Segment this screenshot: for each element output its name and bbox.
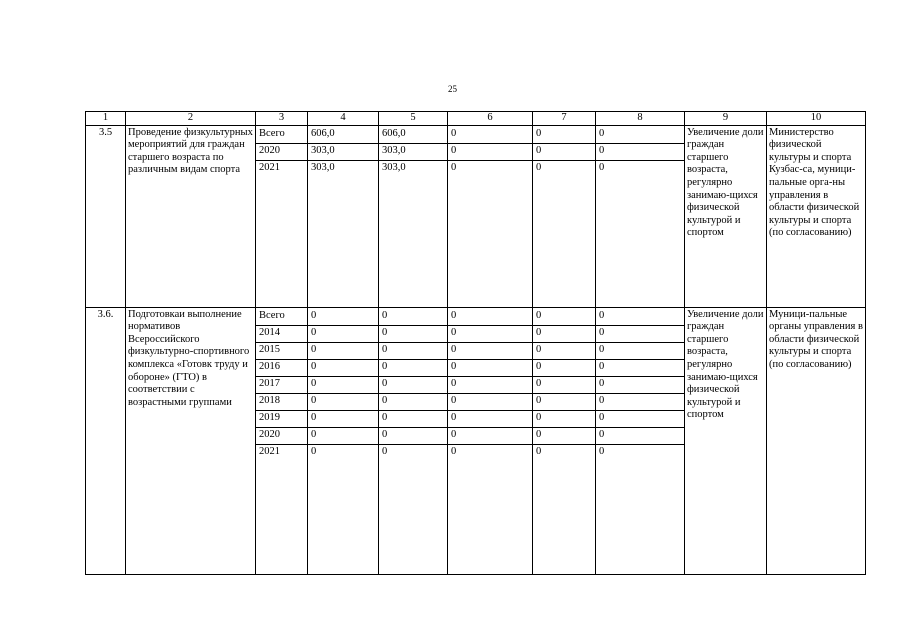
year-value: 2020 bbox=[256, 144, 307, 161]
amount-value: 0 bbox=[448, 127, 532, 144]
col7-cell bbox=[533, 125, 596, 307]
year-value: Всего bbox=[256, 127, 307, 144]
amount-value: 0 bbox=[308, 326, 378, 343]
amount-value: 0 bbox=[596, 360, 684, 377]
row-name: Проведение физкультурных мероприятий для граждан старшего возраста по различным видам спорта bbox=[126, 125, 256, 307]
header-col-9: 9 bbox=[685, 112, 767, 126]
year-value: 2017 bbox=[256, 377, 307, 394]
amount-value: 0 bbox=[536, 445, 542, 457]
year-value: Всего bbox=[256, 309, 307, 326]
amount-value: 0 bbox=[379, 326, 447, 343]
amount-value: 0 bbox=[308, 309, 378, 326]
row-number: 3.5 bbox=[86, 125, 126, 307]
year-value: 2021 bbox=[259, 161, 280, 173]
amount-value: 0 bbox=[596, 411, 684, 428]
year-value: 2021 bbox=[259, 445, 280, 457]
col6-cell bbox=[448, 307, 533, 574]
amount-value: 303,0 bbox=[311, 161, 335, 173]
amount-value: 0 bbox=[533, 377, 595, 394]
col4-cell bbox=[308, 125, 379, 307]
header-col-2: 2 bbox=[126, 112, 256, 126]
amount-value: 0 bbox=[451, 445, 457, 457]
header-col-1: 1 bbox=[86, 112, 126, 126]
amount-value: 0 bbox=[382, 445, 388, 457]
amount-value: 0 bbox=[308, 377, 378, 394]
amount-value: 0 bbox=[596, 343, 684, 360]
col5-cell bbox=[379, 125, 448, 307]
year-value: 2020 bbox=[256, 428, 307, 445]
amount-value: 0 bbox=[308, 394, 378, 411]
year-value: 2018 bbox=[256, 394, 307, 411]
amount-value: 303,0 bbox=[382, 161, 406, 173]
amount-value: 0 bbox=[448, 144, 532, 161]
amount-value: 0 bbox=[533, 428, 595, 445]
amount-value: 0 bbox=[533, 343, 595, 360]
amount-value: 303,0 bbox=[379, 144, 447, 161]
amount-value: 0 bbox=[533, 127, 595, 144]
amount-value: 0 bbox=[308, 360, 378, 377]
row-name: Подготовкаи выполнение нормативов Всероссийского физкультурно-спортивного комплекса «Готовк труду и обороне» (ГТО) в соответствии с возрастными группами bbox=[126, 307, 256, 574]
amount-value: 0 bbox=[379, 309, 447, 326]
amount-value: 0 bbox=[533, 360, 595, 377]
amount-value: 0 bbox=[533, 309, 595, 326]
amount-value: 0 bbox=[448, 411, 532, 428]
amount-value: 0 bbox=[536, 161, 542, 173]
amount-value: 0 bbox=[596, 394, 684, 411]
col4-cell bbox=[308, 307, 379, 574]
table-row bbox=[86, 125, 866, 307]
header-col-3: 3 bbox=[256, 112, 308, 126]
col8-cell bbox=[596, 125, 685, 307]
header-col-6: 6 bbox=[448, 112, 533, 126]
amount-value: 0 bbox=[379, 411, 447, 428]
amount-value: 0 bbox=[311, 445, 317, 457]
header-col-7: 7 bbox=[533, 112, 596, 126]
row-executor: Муници-пальные органы управления в области физической культуры и спорта (по согласованию) bbox=[767, 307, 866, 574]
header-row bbox=[86, 112, 866, 126]
table-row bbox=[86, 307, 866, 574]
amount-value: 0 bbox=[596, 377, 684, 394]
amount-value: 0 bbox=[379, 428, 447, 445]
amount-value: 0 bbox=[533, 326, 595, 343]
amount-value: 0 bbox=[379, 394, 447, 411]
header-col-5: 5 bbox=[379, 112, 448, 126]
col5-cell bbox=[379, 307, 448, 574]
year-value: 2015 bbox=[256, 343, 307, 360]
amount-value: 0 bbox=[379, 360, 447, 377]
amount-value: 0 bbox=[379, 343, 447, 360]
amount-value: 0 bbox=[379, 377, 447, 394]
col6-cell bbox=[448, 125, 533, 307]
program-table bbox=[85, 111, 866, 575]
amount-value: 0 bbox=[596, 326, 684, 343]
amount-value: 0 bbox=[308, 411, 378, 428]
amount-value: 0 bbox=[596, 144, 684, 161]
amount-value: 606,0 bbox=[379, 127, 447, 144]
amount-value: 0 bbox=[448, 360, 532, 377]
row-number: 3.6. bbox=[86, 307, 126, 574]
row-result: Увеличение доли граждан старшего возраста, регулярно занимаю-щихся физической культурой и спортом bbox=[685, 307, 767, 574]
amount-value: 0 bbox=[596, 309, 684, 326]
amount-value: 0 bbox=[596, 428, 684, 445]
amount-value: 0 bbox=[451, 161, 457, 173]
amount-value: 0 bbox=[533, 411, 595, 428]
amount-value: 0 bbox=[448, 326, 532, 343]
amount-value: 0 bbox=[308, 343, 378, 360]
year-value: 2016 bbox=[256, 360, 307, 377]
amount-value: 303,0 bbox=[308, 144, 378, 161]
amount-value: 0 bbox=[599, 445, 605, 457]
amount-value: 0 bbox=[308, 428, 378, 445]
amount-value: 606,0 bbox=[308, 127, 378, 144]
year-value: 2014 bbox=[256, 326, 307, 343]
col8-cell bbox=[596, 307, 685, 574]
row-executor: Министерство физической культуры и спорта Кузбас-са, муници-пальные орга-ны управления в области физической культуры и спорта (по согласованию) bbox=[767, 125, 866, 307]
header-col-10: 10 bbox=[767, 112, 866, 126]
amount-value: 0 bbox=[448, 377, 532, 394]
years-cell bbox=[256, 307, 308, 574]
header-col-8: 8 bbox=[596, 112, 685, 126]
page-number: 25 bbox=[448, 84, 457, 94]
amount-value: 0 bbox=[596, 127, 684, 144]
col7-cell bbox=[533, 307, 596, 574]
amount-value: 0 bbox=[533, 144, 595, 161]
amount-value: 0 bbox=[533, 394, 595, 411]
row-result: Увеличение доли граждан старшего возраста, регулярно занимаю-щихся физической культурой и спортом bbox=[685, 125, 767, 307]
header-col-4: 4 bbox=[308, 112, 379, 126]
year-value: 2019 bbox=[256, 411, 307, 428]
amount-value: 0 bbox=[448, 309, 532, 326]
amount-value: 0 bbox=[599, 161, 605, 173]
amount-value: 0 bbox=[448, 394, 532, 411]
amount-value: 0 bbox=[448, 428, 532, 445]
amount-value: 0 bbox=[448, 343, 532, 360]
years-cell bbox=[256, 125, 308, 307]
